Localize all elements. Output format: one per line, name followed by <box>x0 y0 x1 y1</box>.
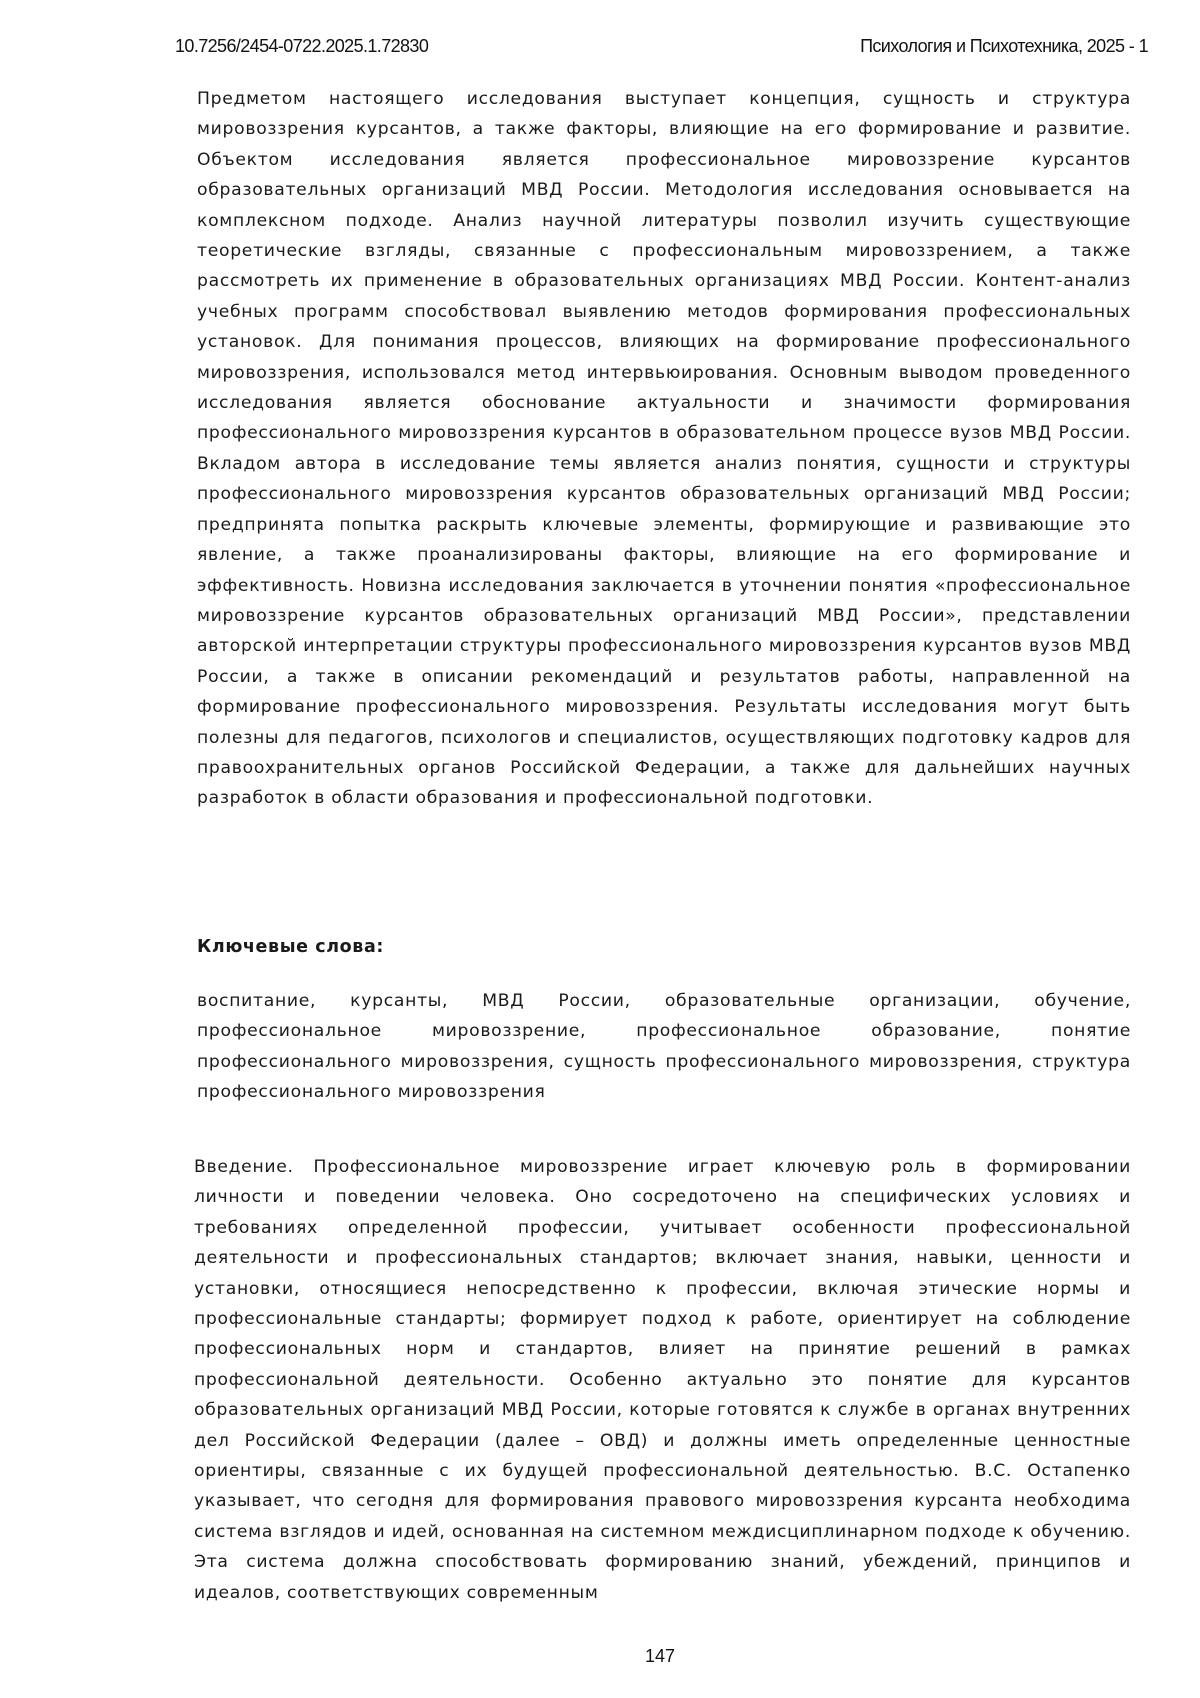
doi-label: 10.7256/2454-0722.2025.1.72830 <box>175 36 428 57</box>
keywords-list: воспитание, курсанты, МВД России, образовательные организации, обучение, профессиональное мировоззрение, профессиональное образование, понятие профессионального мировоззрения, сущность профессионального мировоззрения, структура профессионального мировоззрения <box>197 986 1131 1108</box>
page-number: 147 <box>0 1646 1200 1667</box>
abstract-paragraph: Предметом настоящего исследования выступает концепция, сущность и структура мировоззрения курсантов, а также факторы, влияющие на его формирование и развитие. Объектом исследования является профессиональное мировоззрение курсантов образовательных организаций МВД России. Методология исследования основывается на комплексном подходе. Анализ научной литературы позволил изучить существующие теоретические взгляды, связанные с профессиональным мировоззрением, а также рассмотреть их применение в образовательных организациях МВД России. Контент-анализ учебных программ способствовал выявлению методов формирования профессиональных установок. Для понимания процессов, влияющих на формирование профессионального мировоззрения, использовался метод интервьюирования. Основным выводом проведенного исследования является обоснование актуальности и значимости формирования профессионального мировоззрения курсантов в образовательном процессе вузов МВД России. Вкладом автора в исследование темы является анализ понятия, сущности и структуры профессионального мировоззрения курсантов образовательных организаций МВД России; предпринята попытка раскрыть ключевые элементы, формирующие и развивающие это явление, а также проанализированы факторы, влияющие на его формирование и эффективность. Новизна исследования заключается в уточнении понятия «профессиональное мировоззрение курсантов образовательных организаций МВД России», представлении авторской интерпретации структуры профессионального мировоззрения курсантов вузов МВД России, а также в описании рекомендаций и результатов работы, направленной на формирование профессионального мировоззрения. Результаты исследования могут быть полезны для педагогов, психологов и специалистов, осуществляющих подготовку кадров для правоохранительных органов Российской Федерации, а также для дальнейших научных разработок в области образования и профессиональной подготовки. <box>197 84 1131 814</box>
keywords-heading: Ключевые слова: <box>197 937 384 957</box>
running-header <box>175 36 1148 57</box>
document-page <box>0 0 1200 1698</box>
journal-issue-label: Психология и Психотехника, 2025 - 1 <box>860 36 1148 57</box>
introduction-paragraph: Введение. Профессиональное мировоззрение играет ключевую роль в формировании личности и поведении человека. Оно сосредоточено на специфических условиях и требованиях определенной профессии, учитывает особенности профессиональной деятельности и профессиональных стандартов; включает знания, навыки, ценности и установки, относящиеся непосредственно к профессии, включая этические нормы и профессиональные стандарты; формирует подход к работе, ориентирует на соблюдение профессиональных норм и стандартов, влияет на принятие решений в рамках профессиональной деятельности. Особенно актуально это понятие для курсантов образовательных организаций МВД России, которые готовятся к службе в органах внутренних дел Российской Федерации (далее – ОВД) и должны иметь определенные ценностные ориентиры, связанные с их будущей профессиональной деятельностью. В.С. Остапенко указывает, что сегодня для формирования правового мировоззрения курсанта необходима система взглядов и идей, основанная на системном междисциплинарном подходе к обучению. Эта система должна способствовать формированию знаний, убеждений, принципов и идеалов, соответствующих современным <box>194 1152 1131 1608</box>
